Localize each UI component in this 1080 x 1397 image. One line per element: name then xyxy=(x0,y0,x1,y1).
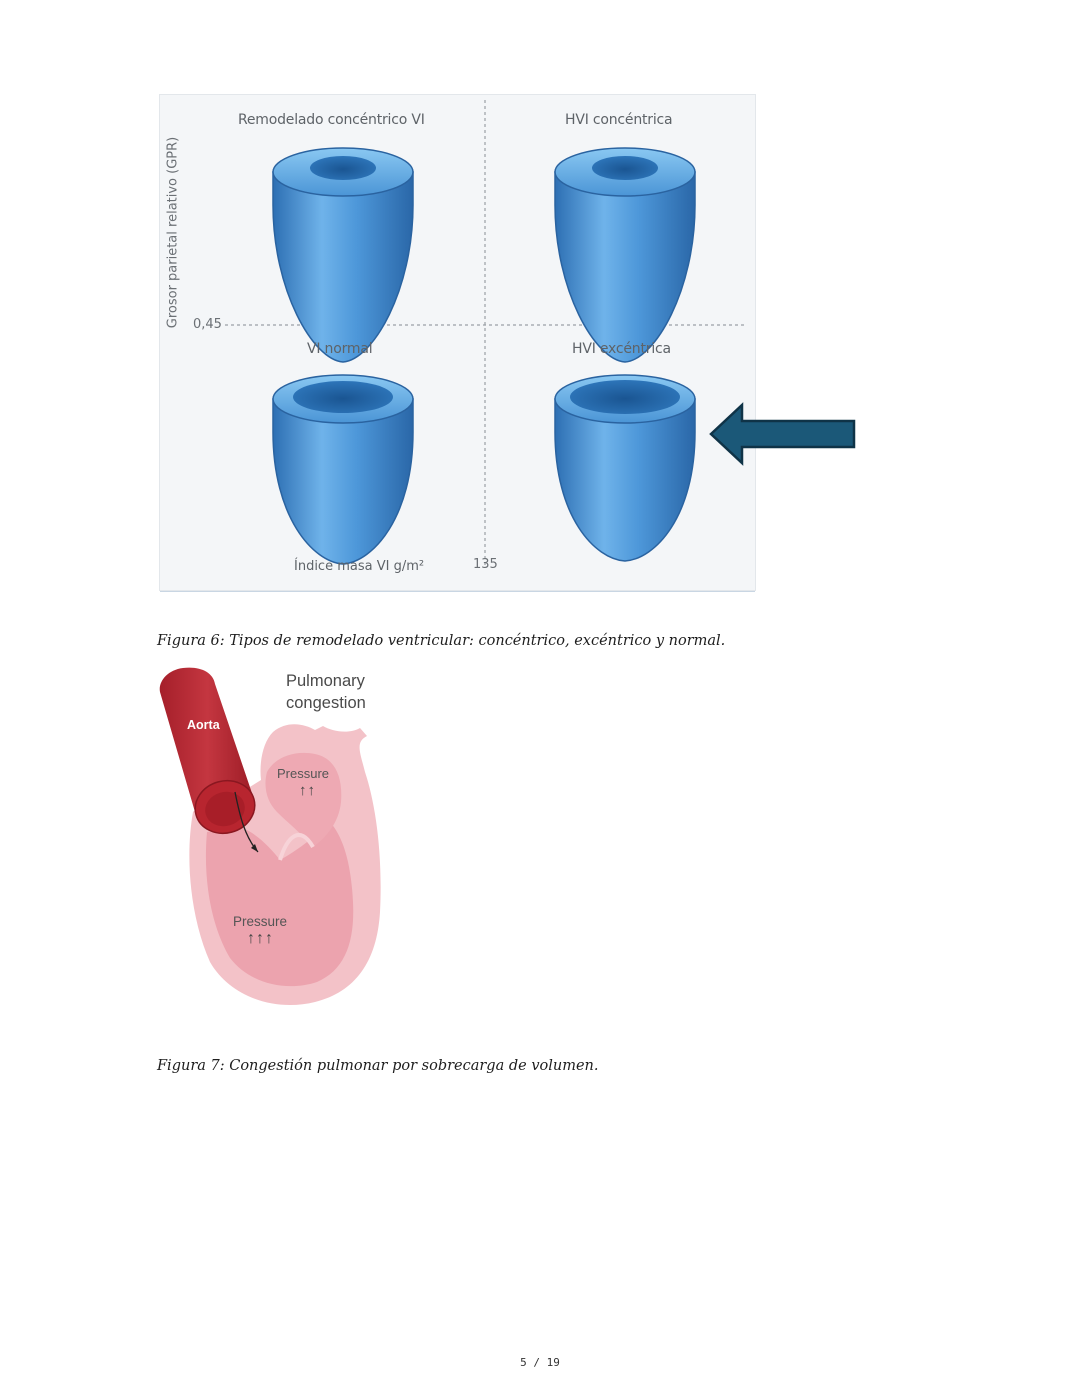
ventricle-pressure-label: Pressure xyxy=(233,914,288,929)
quadrant-label-top-right: HVI concéntrica xyxy=(565,112,673,128)
title-line-2: congestion xyxy=(286,694,366,712)
aorta-label: Aorta xyxy=(187,718,220,732)
left-arrow-icon xyxy=(708,402,858,466)
heart-illustration xyxy=(155,662,385,1017)
figure-6-caption: Figura 6: Tipos de remodelado ventricular: concéntrico, excéntrico y normal. xyxy=(157,633,726,649)
ventricle-pressure-arrows-icon: ↑↑↑ xyxy=(247,930,274,947)
atrium-pressure-arrows-icon: ↑↑ xyxy=(299,782,316,799)
figure-6-remodeling-diagram xyxy=(160,95,755,590)
cup-concentric-remodeling xyxy=(273,148,413,362)
cup-eccentric-lvh xyxy=(555,375,695,561)
quadrant-label-top-left: Remodelado concéntrico VI xyxy=(238,112,425,128)
x-threshold-label: 135 xyxy=(473,557,498,572)
page-number: 5 / 19 xyxy=(520,1356,560,1369)
quadrant-label-bottom-left: VI normal xyxy=(307,341,373,357)
y-axis-label: Grosor parietal relativo (GPR) xyxy=(165,136,181,329)
title-line-1: Pulmonary xyxy=(286,672,365,690)
figure-7-heart-diagram xyxy=(155,662,385,1017)
cup-normal xyxy=(273,375,413,564)
figure-7-caption: Figura 7: Congestión pulmonar por sobrecarga de volumen. xyxy=(157,1058,599,1074)
atrium-pressure-label: Pressure xyxy=(277,766,330,781)
x-axis-label: Índice masa VI g/m² xyxy=(294,559,425,574)
y-threshold-label: 0,45 xyxy=(193,317,222,332)
cup-concentric-lvh xyxy=(555,148,695,362)
quadrant-label-bottom-right: HVI excéntrica xyxy=(572,341,671,357)
pulmonary-congestion-title xyxy=(286,670,366,714)
